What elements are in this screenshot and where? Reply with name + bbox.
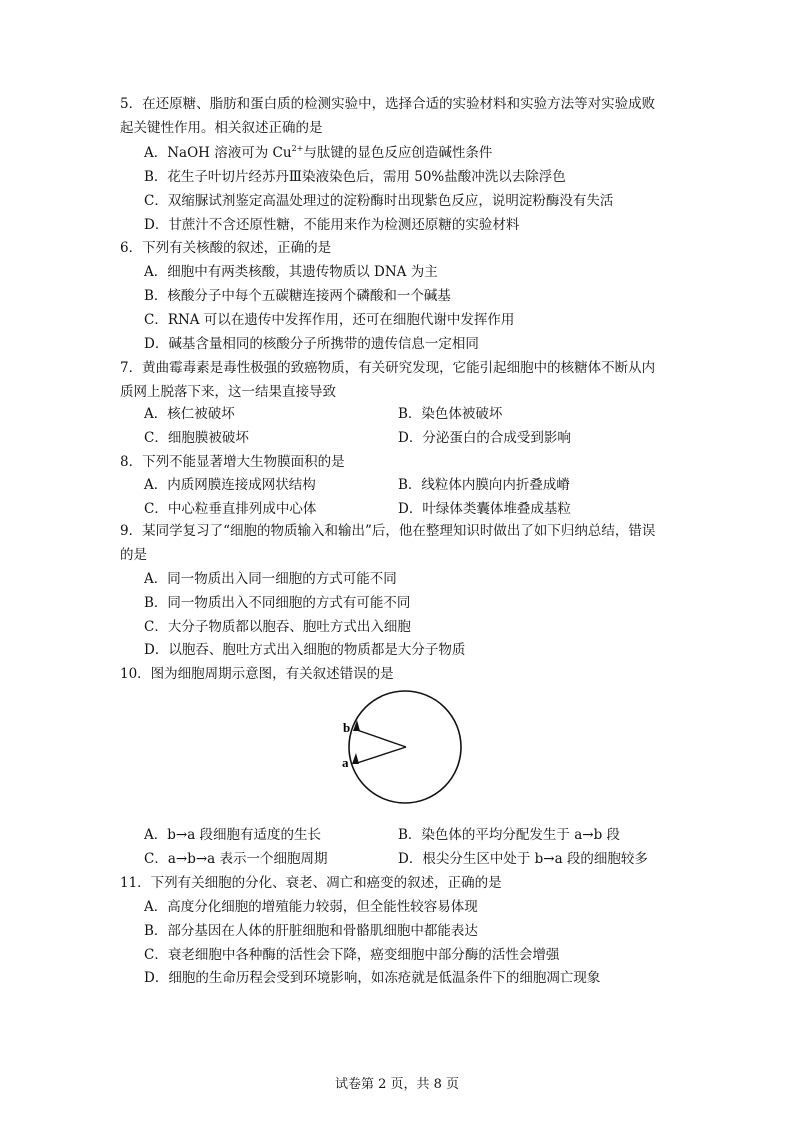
q8-option-a: A．内质网膜连接成网状结构	[144, 477, 316, 493]
q10-stem: 10．图为细胞周期示意图，有关叙述错误的是	[120, 666, 394, 682]
q8-option-b: B．线粒体内膜向内折叠成嵴	[398, 477, 570, 493]
q9-option-a: A．同一物质出入同一细胞的方式可能不同	[144, 571, 397, 587]
label-b: b	[343, 720, 351, 735]
q7-stem-line1: 7．黄曲霉毒素是毒性极强的致癌物质，有关研究发现，它能引起细胞中的核糖体不断从内	[120, 360, 656, 376]
q5-option-a	[144, 143, 492, 163]
q7-option-d: D．分泌蛋白的合成受到影响	[398, 430, 571, 446]
q6-option-b: B．核酸分子中每个五碳糖连接两个磷酸和一个碱基	[144, 288, 451, 304]
q6-option-a: A．细胞中有两类核酸，其遗传物质以 DNA 为主	[144, 264, 438, 280]
q11-option-b: B．部分基因在人体的肝脏细胞和骨骼肌细胞中都能表达	[144, 923, 478, 939]
q11-option-a: A．高度分化细胞的增殖能力较弱，但全能性较容易体现	[144, 899, 478, 915]
q6-stem: 6．下列有关核酸的叙述，正确的是	[120, 240, 332, 256]
q9-option-d: D．以胞吞、胞吐方式出入细胞的物质都是大分子物质	[144, 642, 466, 658]
q5-option-c: C．双缩脲试剂鉴定高温处理过的淀粉酶时出现紫色反应，说明淀粉酶没有失活	[144, 193, 614, 209]
arrow-a-icon	[352, 753, 359, 764]
q6-option-d: D．碱基含量相同的核酸分子所携带的遗传信息一定相同	[144, 336, 479, 352]
cell-cycle-diagram	[330, 690, 470, 812]
q10-option-c: C．a→b→a 表示一个细胞周期	[144, 851, 328, 867]
q7-option-a: A．核仁被破坏	[144, 406, 235, 422]
q9-stem-line1: 9．某同学复习了“细胞的物质输入和输出”后，他在整理知识时做出了如下归纳总结，错误	[120, 523, 656, 539]
q5-option-a-sup: 2+	[291, 144, 304, 153]
page-footer: 试卷第 2 页，共 8 页	[334, 1077, 460, 1092]
q8-stem: 8．下列不能显著增大生物膜面积的是	[120, 454, 345, 470]
label-a: a	[342, 755, 349, 770]
q9-option-c: C．大分子物质都以胞吞、胞吐方式出入细胞	[144, 619, 411, 635]
q5-stem-line1: 5．在还原糖、脂肪和蛋白质的检测实验中，选择合适的实验材料和实验方法等对实验成败	[120, 96, 656, 112]
radius-to-a	[357, 747, 406, 763]
q9-option-b: B．同一物质出入不同细胞的方式有可能不同	[144, 595, 411, 611]
q9-stem-line2: 的是	[120, 547, 147, 563]
q11-option-c: C．衰老细胞中各种酶的活性会下降，癌变细胞中部分酶的活性会增强	[144, 947, 560, 963]
q7-option-c: C．细胞膜被破坏	[144, 430, 249, 446]
q10-option-a: A．b→a 段细胞有适度的生长	[144, 827, 322, 843]
q7-stem-line2: 质网上脱落下来，这一结果直接导致	[120, 384, 336, 400]
q5-option-b: B．花生子叶切片经苏丹Ⅲ染液染色后，需用 50%盐酸冲洗以去除浮色	[144, 169, 566, 185]
radius-to-b	[357, 730, 406, 747]
q11-stem: 11．下列有关细胞的分化、衰老、凋亡和癌变的叙述，正确的是	[120, 875, 502, 891]
q10-option-b: B．染色体的平均分配发生于 a→b 段	[398, 827, 621, 843]
q6-option-c: C．RNA 可以在遗传中发挥作用，还可在细胞代谢中发挥作用	[144, 312, 515, 328]
q7-option-b: B．染色体被破坏	[398, 406, 503, 422]
q8-option-d: D．叶绿体类囊体堆叠成基粒	[398, 501, 571, 517]
q5-stem-line2: 起关键性作用。相关叙述正确的是	[120, 120, 323, 136]
q5-option-a-post: 与肽键的显色反应创造碱性条件	[303, 145, 493, 161]
q10-option-d: D．根尖分生区中处于 b→a 段的细胞较多	[398, 851, 648, 867]
q5-option-a-pre: A．NaOH 溶液可为 Cu	[144, 145, 292, 161]
q8-option-c: C．中心粒垂直排列成中心体	[144, 501, 317, 517]
q11-option-d: D．细胞的生命历程会受到环境影响，如冻疮就是低温条件下的细胞凋亡现象	[144, 970, 601, 986]
q5-option-d: D．甘蔗汁不含还原性糖，不能用来作为检测还原糖的实验材料	[144, 217, 520, 233]
